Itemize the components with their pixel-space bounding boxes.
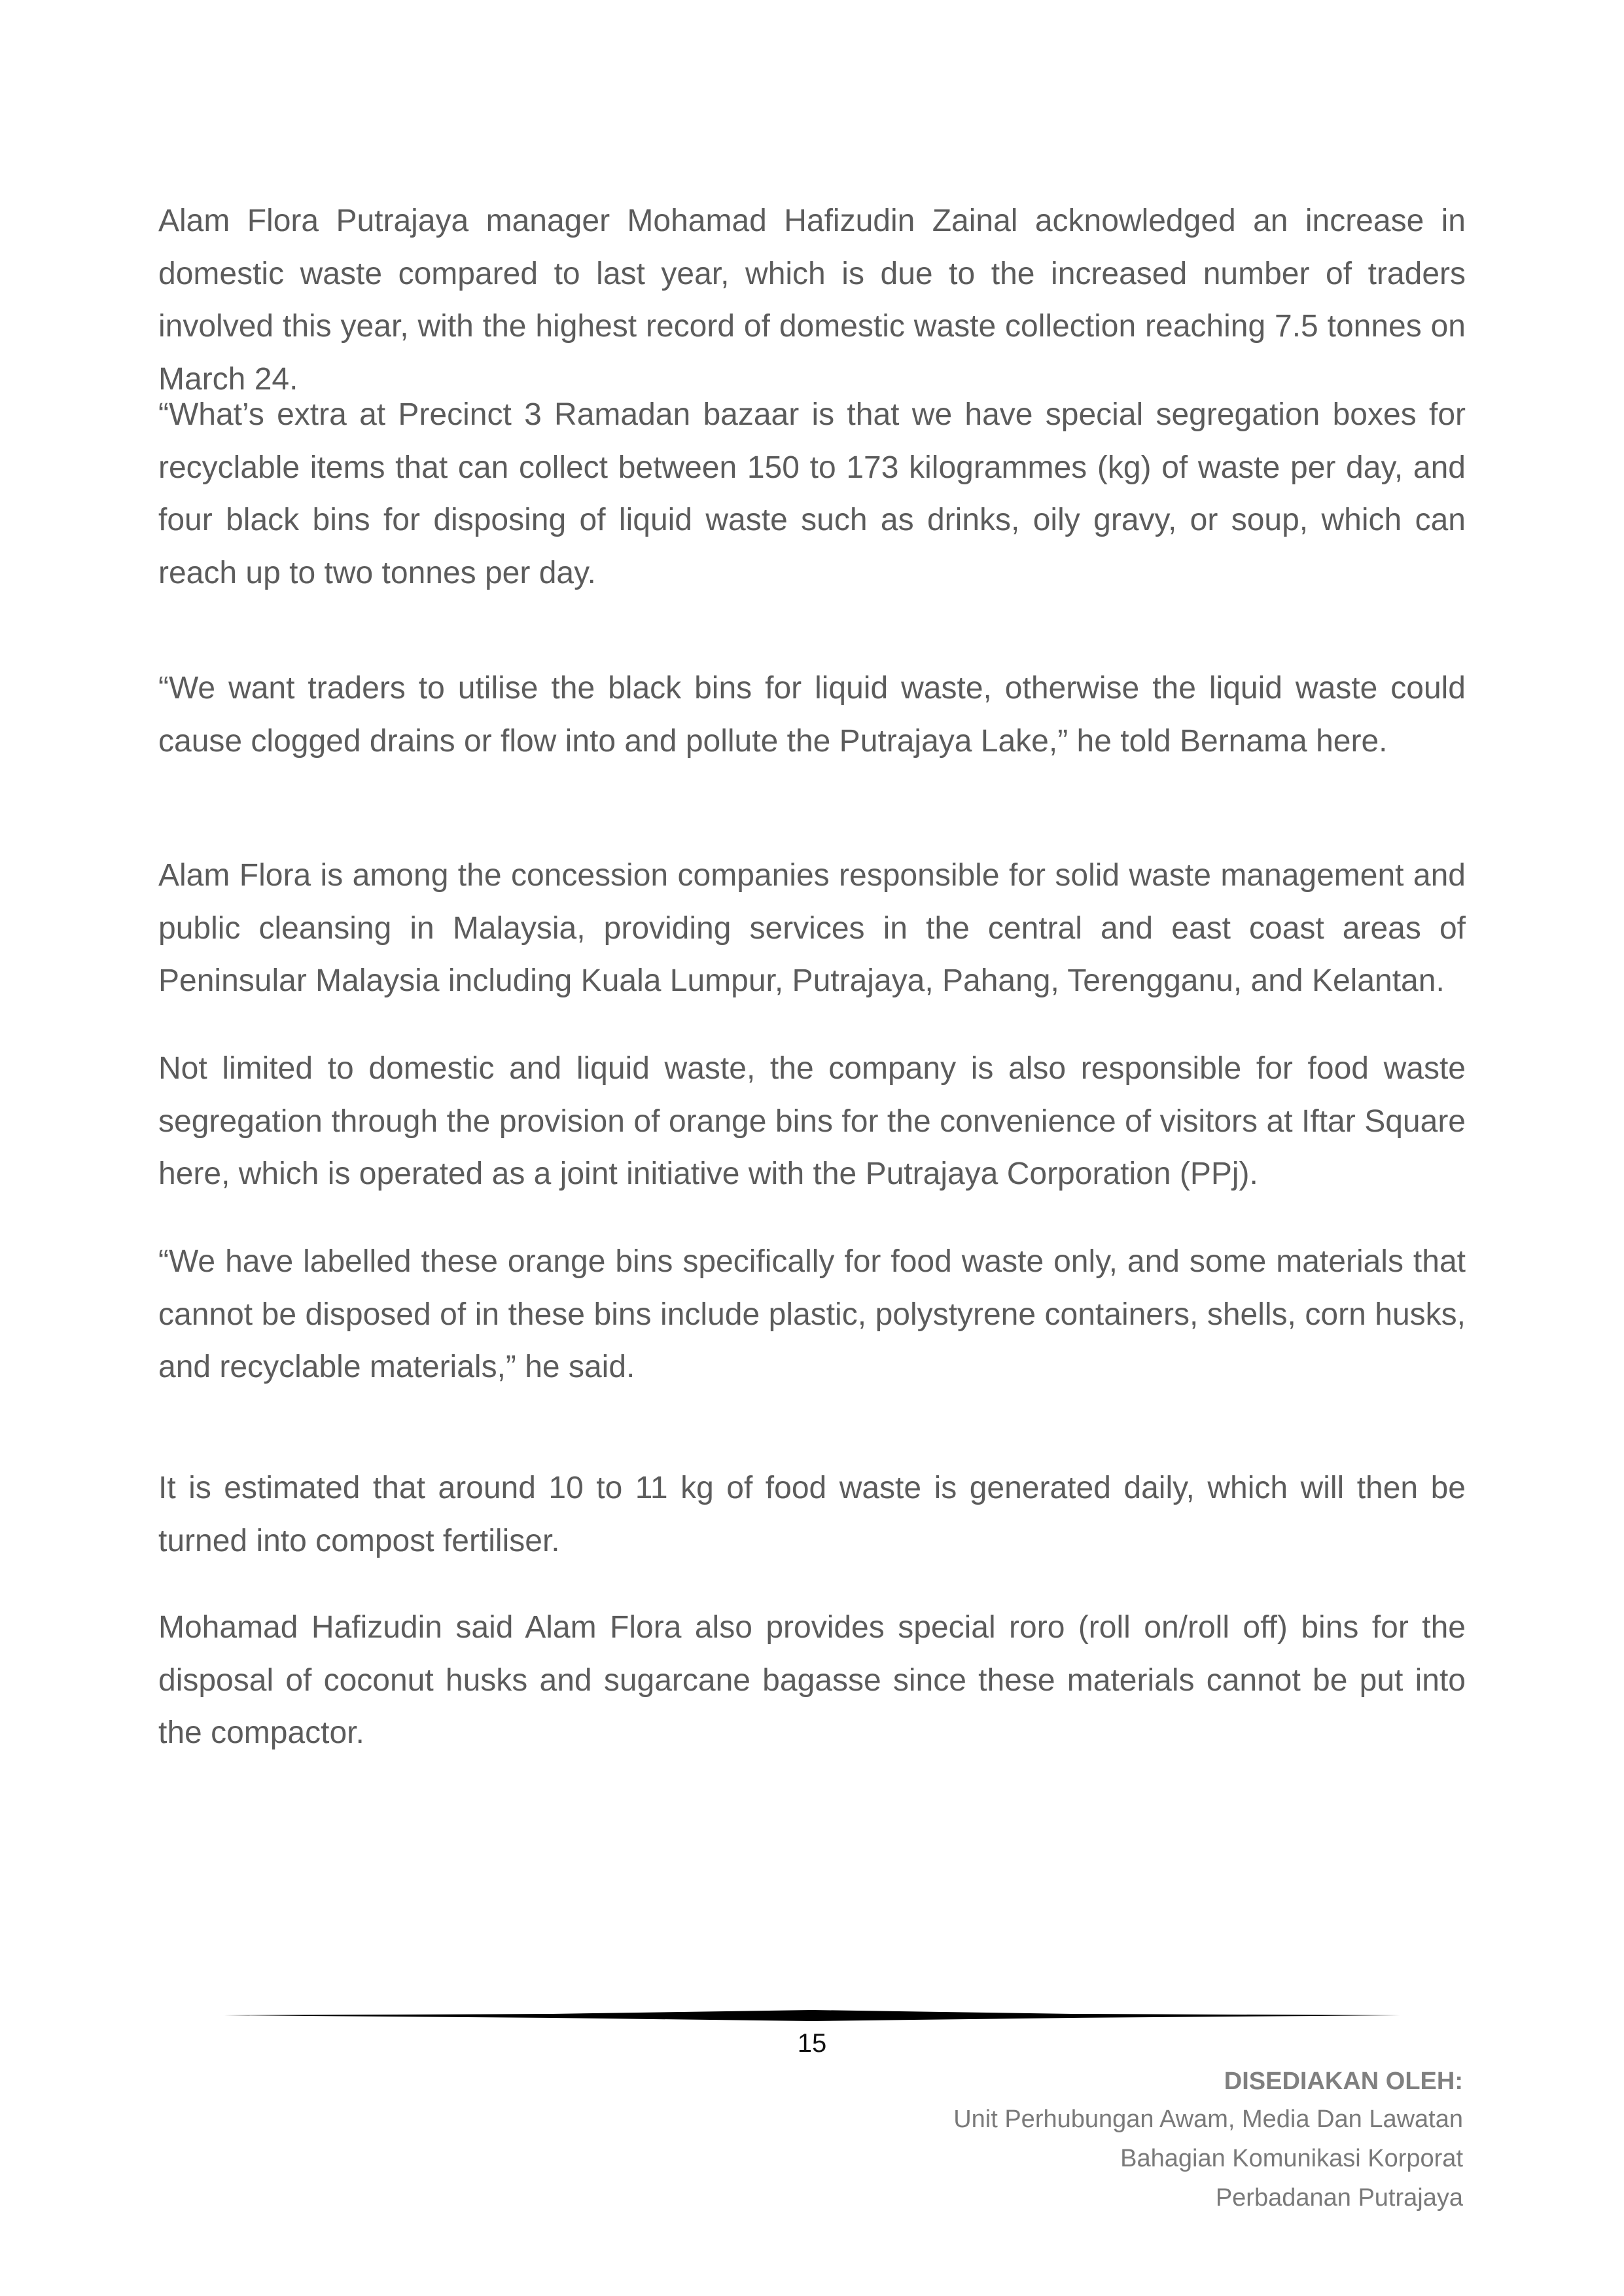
page-number: 15	[797, 2029, 827, 2058]
prepared-by-block	[953, 2063, 1463, 2217]
article-paragraph: Mohamad Hafizudin said Alam Flora also provides special roro (roll on/roll off) bins for the disposal of coconut husks and sugarcane bagasse since these materials cannot be put into the compactor.	[158, 1610, 1466, 1750]
prepared-by-unit: Unit Perhubungan Awam, Media Dan Lawatan	[953, 2106, 1463, 2133]
article-paragraph: “We want traders to utilise the black bins for liquid waste, otherwise the liquid waste could cause clogged drains or flow into and pollute the Putrajaya Lake,” he told Bernama here.	[158, 671, 1466, 759]
footer-divider	[224, 2010, 1400, 2022]
prepared-by-heading: DISEDIAKAN OLEH:	[1224, 2068, 1463, 2095]
article-paragraph: “We have labelled these orange bins specifically for food waste only, and some materials that cannot be disposed of in these bins include plastic, polystyrene containers, shells, corn husks, and recyclable materials,” he said.	[158, 1244, 1466, 1384]
prepared-by-division: Bahagian Komunikasi Korporat	[1120, 2145, 1463, 2172]
prepared-by-organization: Perbadanan Putrajaya	[1215, 2184, 1463, 2212]
article-paragraph: Alam Flora is among the concession companies responsible for solid waste management and public cleansing in Malaysia, providing services in the central and east coast areas of Peninsular Malaysia including Kuala Lumpur, Putrajaya, Pahang, Terengganu, and Kelantan.	[158, 858, 1466, 998]
article-paragraph: It is estimated that around 10 to 11 kg of food waste is generated daily, which will then be turned into compost fertiliser.	[158, 1471, 1466, 1558]
article-paragraph: Alam Flora Putrajaya manager Mohamad Hafizudin Zainal acknowledged an increase in domestic waste compared to last year, which is due to the increased number of traders involved this year, with the highest record of domestic waste collection reaching 7.5 tonnes on March 24.	[158, 204, 1466, 397]
article-paragraph: Not limited to domestic and liquid waste, the company is also responsible for food waste segregation through the provision of orange bins for the convenience of visitors at Iftar Square here, which is operated as a joint initiative with the Putrajaya Corporation (PPj).	[158, 1051, 1466, 1191]
article-paragraph: “What’s extra at Precinct 3 Ramadan bazaar is that we have special segregation boxes for recyclable items that can collect between 150 to 173 kilogrammes (kg) of waste per day, and four black bins for disposing of liquid waste such as drinks, oily gravy, or soup, which can reach up to two tonnes per day.	[158, 397, 1466, 590]
